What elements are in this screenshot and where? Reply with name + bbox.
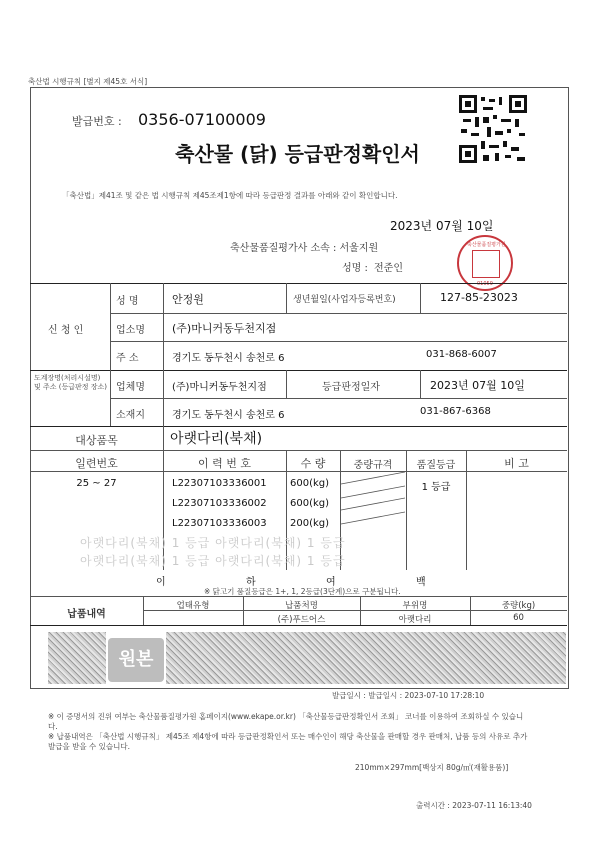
rule [110,283,111,426]
slaughterhouse-section-label: 도계장명(처리시설명) 및 주소 (등급판정 장소) [34,374,107,391]
security-pattern-text: 아랫다리(북채) 1 등급 아랫다리(북채) 1 등급 [80,554,346,568]
rule [286,283,287,313]
applicant-address: 경기도 동두천시 송천로 6 [172,353,285,364]
col-business-type: 업태유형 [176,601,210,611]
print-time: 출력시간 : 2023-07-11 16:13:40 [416,801,532,810]
security-pattern-text: 아랫다리(북채) 1 등급 아랫다리(북채) 1 등급 [80,536,346,550]
rule [30,596,567,597]
col-quality-grade: 품질등급 [416,460,456,471]
applicant-name: 안정원 [172,293,204,306]
note-verification: ※ 이 증명서의 진위 여부는 축산물품질평가원 홈페이지(www.ekape.or.kr) 「축산물등급판정확인서 조회」 코너를 이용하여 조회하실 수 있습니다. [48,712,524,731]
security-pattern-2d-barcode [166,632,566,684]
rule [110,341,567,342]
trace-no: L22307103336001 [172,478,267,489]
intro-text: 「축산법」제41조 및 같은 법 시행규칙 제45조제1항에 따라 등급판정 결과를 아래와 같이 확인합니다. [62,191,398,200]
evaluator-name-label: 성명 : [342,263,368,274]
rule [30,625,567,626]
slaughter-company: (주)마니커동두천지점 [172,382,267,393]
issue-no: 0356-07100009 [138,110,266,129]
seal-text: 축산물품질평가원 [467,242,506,248]
col-recipient: 납품처명 [285,601,318,611]
applicant-phone: 031-868-6007 [426,349,497,360]
paper-spec: 210mm×297mm[백상지 80g/㎡(재활용품)] [355,763,509,772]
void-mark: 여 [326,577,336,588]
void-mark: 백 [416,577,426,588]
rule [110,313,567,314]
col-weight-spec: 중량규격 [353,460,393,471]
quantity: 600(kg) [290,478,330,489]
col-serial: 일련번호 [75,457,118,470]
recipient-name: (주)푸드어스 [277,615,326,625]
rule [30,450,567,451]
rule [420,370,421,398]
note-delivery: ※ 납품내역은 「축산법 시행규칙」 제45조 제4항에 따라 등급판정확인서 또는 매수인이 해당 축산물을 판매할 경우 판매처, 납품 등의 사유로 추가 발급을 받을 수 있습니다. [48,732,528,751]
void-mark: 이 [156,577,166,588]
applicant-company: (주)마니커동두천지점 [172,322,277,335]
product-name: 아랫다리(북채) [170,431,263,447]
evaluator-name: 전준인 [374,263,403,274]
void-mark: 하 [246,577,256,588]
rule [30,471,567,472]
seal-number: 01059 [477,281,493,287]
biz-no-label: 생년월일(사업자등록번호) [293,295,396,305]
grade-footnote: ※ 닭고기 품질등급은 1+, 1, 2등급(3단계)으로 구분됩니다. [204,587,401,596]
delivery-weight: 60 [513,613,524,623]
issue-date: 2023년 07월 10일 [390,219,494,233]
rule [286,370,287,398]
rule [163,283,164,426]
rule [30,426,567,427]
part-name: 아랫다리 [398,615,432,625]
grading-date: 2023년 07월 10일 [430,379,525,392]
company-label: 업소명 [116,325,145,336]
rule [163,426,164,450]
evaluator-org: 축산물품질평가사 소속 : 서울지원 [230,243,379,254]
biz-no: 127-85-23023 [440,291,518,304]
weight-spec-void-marks [341,472,405,532]
quality-grade: 1 등급 [421,482,451,493]
col-weight: 중량(kg) [501,601,536,611]
rule [110,398,567,399]
col-quantity: 수 량 [300,457,326,470]
slaughter-company-label: 업체명 [116,382,145,393]
location-label: 소재지 [116,410,145,421]
security-pattern-left [48,632,106,684]
quantity: 200(kg) [290,518,330,529]
slaughter-address: 경기도 동두천시 송천로 6 [172,410,285,421]
original-watermark: 원본 [108,638,164,682]
quantity: 600(kg) [290,498,330,509]
document-title: 축산물 (닭) 등급판정확인서 [175,142,420,166]
slaughter-phone: 031-867-6368 [420,406,491,417]
trace-no: L22307103336002 [172,498,267,509]
applicant-section-label: 신 청 인 [48,325,84,336]
delivery-label: 납품내역 [67,609,106,620]
serial-range: 25 ~ 27 [76,478,117,489]
trace-no: L22307103336003 [172,518,267,529]
form-reference: 축산법 시행규칙 [별지 제45호 서식] [28,77,148,86]
issue-no-label: 발급번호 : [72,115,122,128]
grading-date-label: 등급판정일자 [322,382,380,393]
name-label: 성 명 [116,296,139,307]
col-part-name: 부위명 [402,601,428,611]
issued-datetime: 발급일시 : 발급일시 : 2023-07-10 17:28:10 [332,691,485,700]
col-trace-no: 이 력 번 호 [198,457,251,470]
col-remarks: 비 고 [504,457,529,470]
address-label: 주 소 [116,353,139,364]
rule [420,283,421,313]
product-label: 대상품목 [75,434,118,447]
